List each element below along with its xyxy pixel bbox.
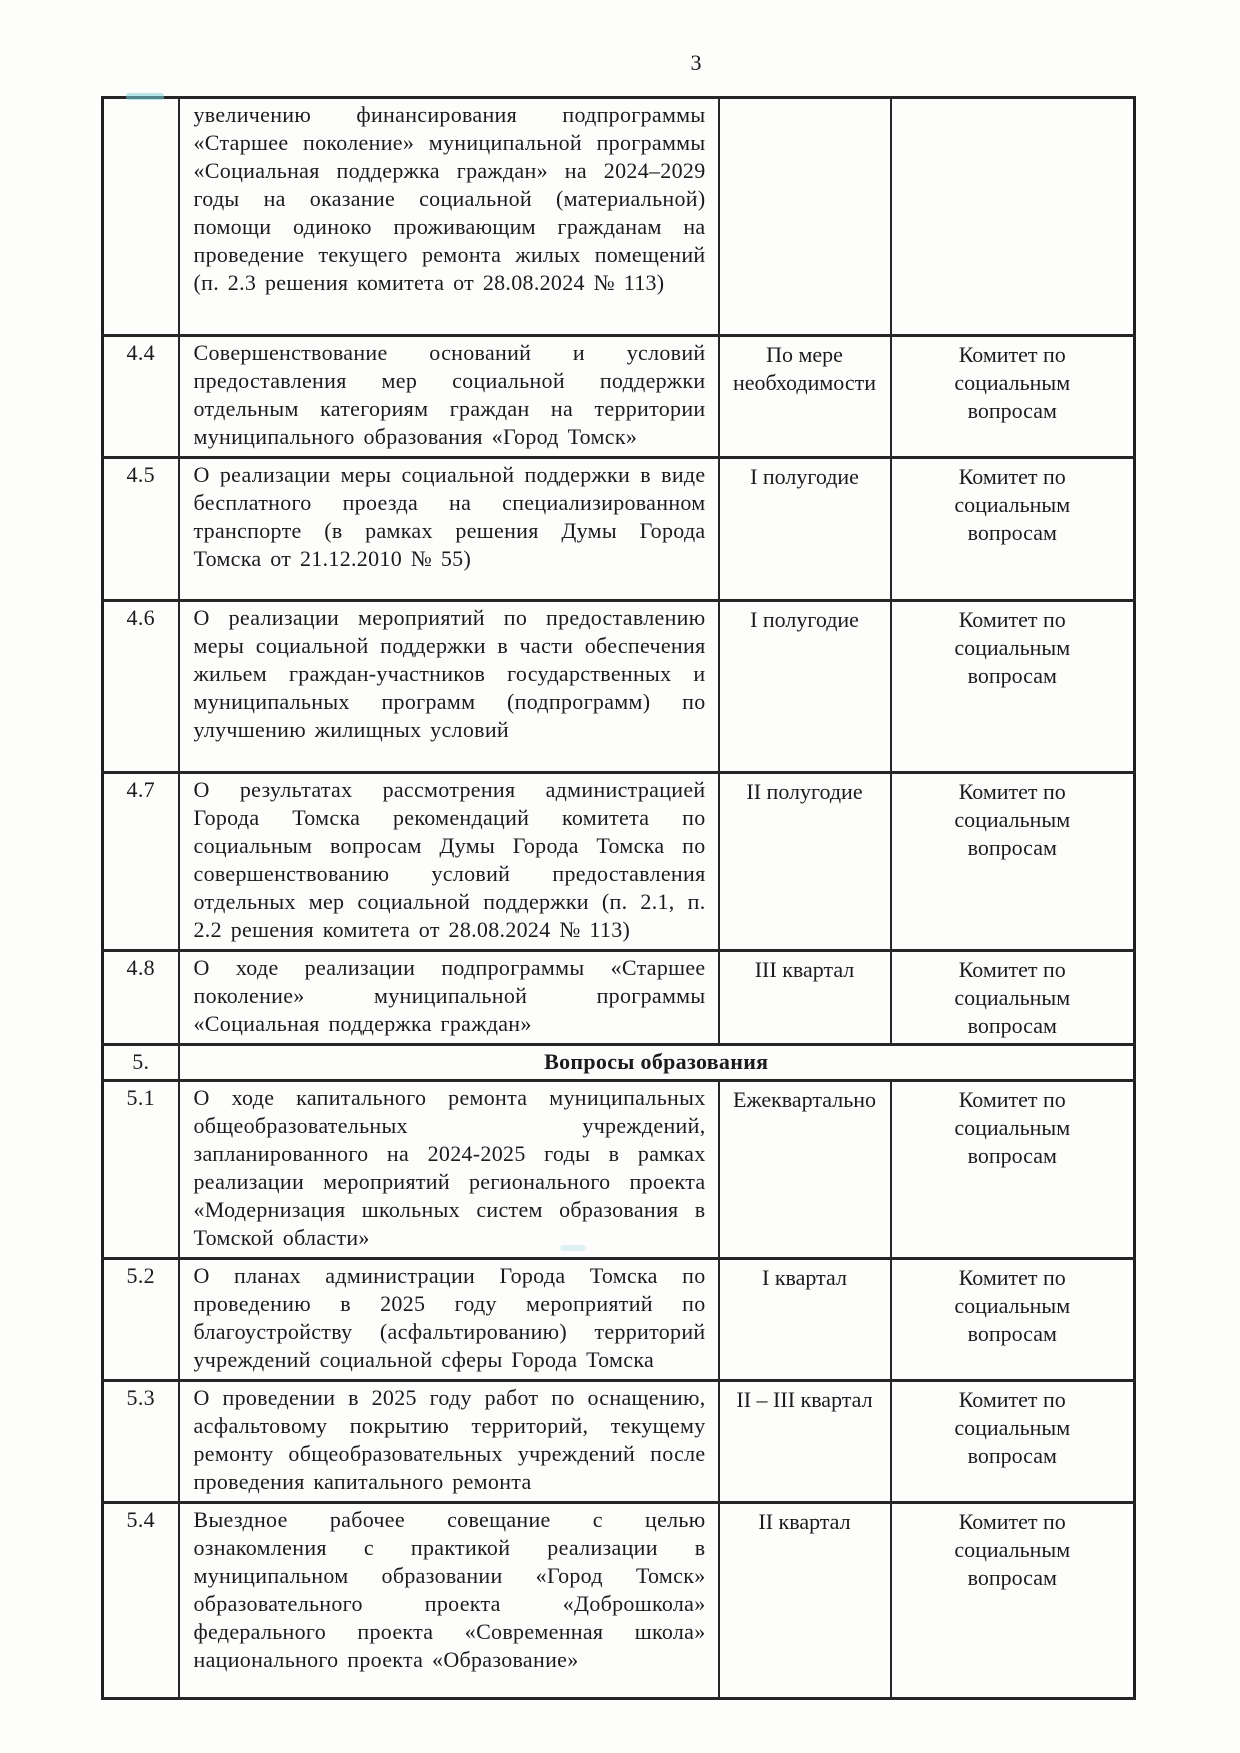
timing-cell: III квартал (719, 951, 891, 1045)
timing-cell: I полугодие (719, 601, 891, 773)
timing-cell: II квартал (719, 1503, 891, 1699)
row-number-cell: 4.6 (103, 601, 179, 773)
table-row (103, 1081, 1135, 1259)
table-row (103, 601, 1135, 773)
scan-smudge-artifact (126, 93, 164, 100)
page-number: 3 (690, 50, 702, 75)
row-number-cell: 4.7 (103, 773, 179, 951)
table-row (103, 336, 1135, 458)
row-number-cell: 4.5 (103, 458, 179, 601)
responsible-cell: Комитет по социальным вопросам (891, 951, 1135, 1045)
row-number-cell (103, 98, 179, 336)
table-row (103, 98, 1135, 336)
topic-cell: О ходе реализации подпрограммы «Старшее поколение» муниципальной программы «Социальная поддержка граждан» (179, 951, 719, 1045)
topic-cell: О реализации мероприятий по предоставлению меры социальной поддержки в части обеспечения жильем граждан-участников государственных и муниципальных программ (подпрограмм) по улучшению жилищных условий (179, 601, 719, 773)
row-number-cell: 4.4 (103, 336, 179, 458)
topic-cell: О результатах рассмотрения администрацией Города Томска рекомендаций комитета по социальным вопросам Думы Города Томска по совершенствованию условий предоставления отдельных мер социальной поддержки (п. 2.1, п. 2.2 решения комитета от 28.08.2024 № 113) (179, 773, 719, 951)
topic-cell: О ходе капитального ремонта муниципальных общеобразовательных учреждений, запланированного на 2024-2025 годы в рамках реализации мероприятий регионального проекта «Модернизация школьных систем образования в Томской области» (179, 1081, 719, 1259)
responsible-cell: Комитет по социальным вопросам (891, 458, 1135, 601)
row-number-cell: 5.1 (103, 1081, 179, 1259)
responsible-cell: Комитет по социальным вопросам (891, 773, 1135, 951)
table-row (103, 1503, 1135, 1699)
row-number-cell: 5. (103, 1045, 179, 1081)
table-row (103, 951, 1135, 1045)
responsible-cell: Комитет по социальным вопросам (891, 1381, 1135, 1503)
timing-cell: Ежеквартально (719, 1081, 891, 1259)
timing-cell: II полугодие (719, 773, 891, 951)
section-header-row (103, 1045, 1135, 1081)
topic-cell: Выездное рабочее совещание с целью ознакомления с практикой реализации в муниципальном образовании «Город Томск» образовательного проекта «Доброшкола» федерального проекта «Современная школа» национального проекта «Образование» (179, 1503, 719, 1699)
responsible-cell: Комитет по социальным вопросам (891, 601, 1135, 773)
timing-cell: II – III квартал (719, 1381, 891, 1503)
row-number-cell: 4.8 (103, 951, 179, 1045)
table-row (103, 1381, 1135, 1503)
topic-cell: увеличению финансирования подпрограммы «Старшее поколение» муниципальной программы «Социальная поддержка граждан» на 2024–2029 годы на оказание социальной (материальной) помощи одиноко проживающим гражданам на проведение текущего ремонта жилых помещений (п. 2.3 решения комитета от 28.08.2024 № 113) (179, 98, 719, 336)
table-row (103, 458, 1135, 601)
responsible-cell: Комитет по социальным вопросам (891, 336, 1135, 458)
work-plan-table (101, 96, 1136, 1700)
table-row (103, 1259, 1135, 1381)
topic-cell: О планах администрации Города Томска по проведению в 2025 году мероприятий по благоустройству (асфальтированию) территорий учреждений социальной сферы Города Томска (179, 1259, 719, 1381)
section-header-cell: Вопросы образования (179, 1045, 1135, 1081)
timing-cell: I полугодие (719, 458, 891, 601)
topic-cell: О проведении в 2025 году работ по оснащению, асфальтовому покрытию территорий, текущему ремонту общеобразовательных учреждений после проведения капитального ремонта (179, 1381, 719, 1503)
responsible-cell: Комитет по социальным вопросам (891, 1259, 1135, 1381)
timing-cell (719, 98, 891, 336)
row-number-cell: 5.4 (103, 1503, 179, 1699)
scan-smudge-artifact (560, 1245, 586, 1251)
topic-cell: О реализации меры социальной поддержки в виде бесплатного проезда на специализированном транспорте (в рамках решения Думы Города Томска от 21.12.2010 № 55) (179, 458, 719, 601)
row-number-cell: 5.2 (103, 1259, 179, 1381)
responsible-cell: Комитет по социальным вопросам (891, 1503, 1135, 1699)
timing-cell: По мере необходимости (719, 336, 891, 458)
timing-cell: I квартал (719, 1259, 891, 1381)
topic-cell: Совершенствование оснований и условий предоставления мер социальной поддержки отдельным категориям граждан на территории муниципального образования «Город Томск» (179, 336, 719, 458)
row-number-cell: 5.3 (103, 1381, 179, 1503)
responsible-cell: Комитет по социальным вопросам (891, 1081, 1135, 1259)
table-row (103, 773, 1135, 951)
responsible-cell (891, 98, 1135, 336)
